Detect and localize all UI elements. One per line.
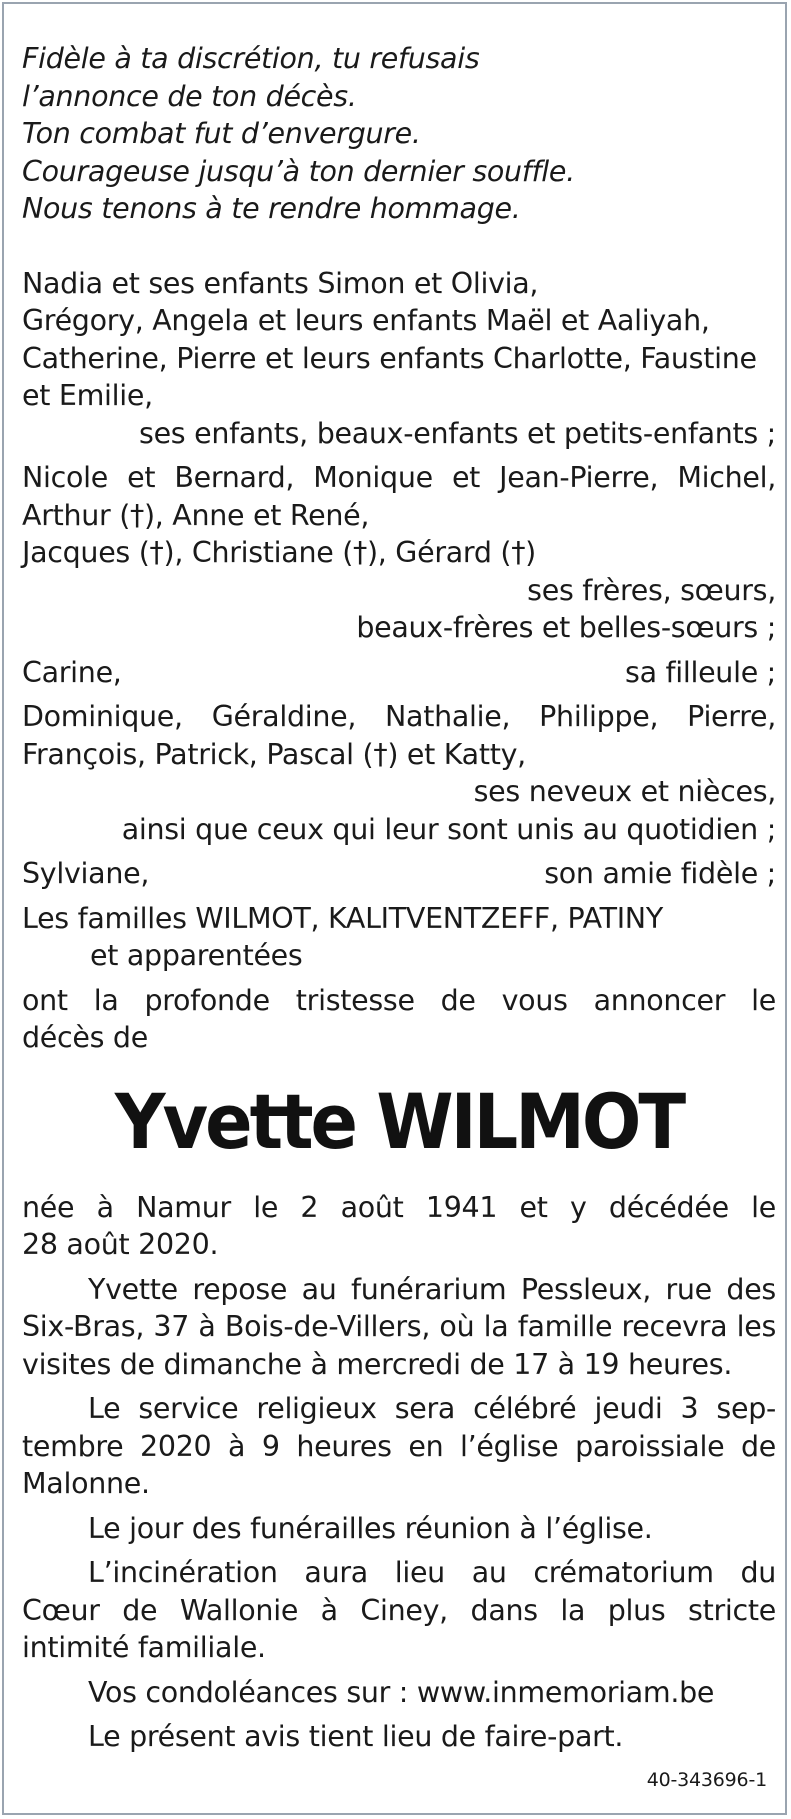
- deceased-name: Yvette WILMOT: [114, 1077, 684, 1166]
- rest-line: Yvette repose au funérarium Pessleux, rue des: [88, 1272, 776, 1306]
- spacer: [22, 1503, 776, 1510]
- family-role: beaux-frères et belles-sœurs ;: [356, 611, 776, 644]
- spacer: [22, 452, 776, 459]
- family-line: Grégory, Angela et leurs enfants Maël et Aaliyah,: [22, 304, 710, 337]
- family-role: ses neveux et nièces,: [473, 775, 776, 808]
- siblings-block: [22, 459, 776, 647]
- poem: [22, 40, 776, 228]
- poem-line: l’annonce de ton décès.: [22, 79, 357, 113]
- cremation-line: Cœur de Wallonie à Ciney, dans la plus stricte: [22, 1593, 776, 1627]
- announcement-line: décès de: [22, 1021, 148, 1054]
- obituary-frame: [2, 2, 787, 1815]
- service-block: [22, 1390, 776, 1503]
- spacer: [22, 691, 776, 698]
- birth-block: [22, 1189, 776, 1264]
- goddaughter-role: sa filleule ;: [625, 655, 776, 689]
- rest-line: Six-Bras, 37 à Bois-de-Villers, où la famille recevra les: [22, 1310, 776, 1343]
- notice-line: Le présent avis tient lieu de faire-part.: [88, 1720, 624, 1753]
- families-block: [22, 900, 776, 975]
- poem-line: Fidèle à ta discrétion, tu refusais: [22, 42, 480, 75]
- reference-number: 40-343696-1: [646, 1769, 767, 1791]
- service-line: Le service religieux sera célébré jeudi 3 sep-: [88, 1392, 776, 1425]
- friend-role: son amie fidèle ;: [544, 857, 776, 890]
- birth-line: 28 août 2020.: [22, 1228, 219, 1261]
- families-related: et apparentées: [90, 939, 303, 972]
- spacer: [22, 893, 776, 900]
- family-line: Dominique, Géraldine, Nathalie, Philippe, Pierre,: [22, 700, 776, 733]
- family-line: Catherine, Pierre et leurs enfants Charlotte, Faustine: [22, 341, 757, 375]
- family-line: Arthur (†), Anne et René,: [22, 498, 370, 532]
- family-line: Nadia et ses enfants Simon et Olivia,: [22, 266, 539, 300]
- spacer: [22, 1667, 776, 1674]
- cremation-line: intimité familiale.: [22, 1631, 266, 1664]
- rest-line: visites de dimanche à mercredi de 17 à 19 heures.: [22, 1347, 733, 1381]
- spacer: [22, 647, 776, 654]
- friend-line: [22, 855, 776, 893]
- service-line: Malonne.: [22, 1467, 150, 1500]
- gathering-line: Le jour des funérailles réunion à l’église.: [88, 1511, 653, 1545]
- spacer: [22, 1547, 776, 1554]
- goddaughter-name: Carine,: [22, 655, 122, 689]
- spacer: [22, 975, 776, 982]
- cremation-line: L’incinération aura lieu au crématorium du: [88, 1556, 776, 1589]
- spacer: [22, 1711, 776, 1718]
- families-line: Les familles WILMOT, KALITVENTZEFF, PATINY: [22, 901, 663, 935]
- spacer: [22, 1264, 776, 1271]
- announcement-line: ont la profonde tristesse de vous annoncer le: [22, 983, 776, 1017]
- cremation-block: [22, 1554, 776, 1667]
- family-line: Jacques (†), Christiane (†), Gérard (†): [22, 536, 536, 569]
- poem-line: Courageuse jusqu’à ton dernier souffle.: [22, 154, 575, 188]
- goddaughter-line: [22, 654, 776, 692]
- family-others: ainsi que ceux qui leur sont unis au quotidien ;: [121, 812, 776, 846]
- poem-line: Nous tenons à te rendre hommage.: [22, 192, 521, 225]
- family-line: François, Patrick, Pascal (†) et Katty,: [22, 737, 526, 771]
- family-role: ses enfants, beaux-enfants et petits-enfants ;: [139, 416, 776, 450]
- spacer: [22, 848, 776, 855]
- family-line: et Emilie,: [22, 379, 153, 412]
- spacer: [22, 1383, 776, 1390]
- family-role: ses frères, sœurs,: [527, 573, 776, 607]
- announcement: [22, 982, 776, 1057]
- friend-name: Sylviane,: [22, 857, 150, 890]
- spacer: [22, 228, 776, 265]
- obituary-content: [22, 40, 776, 1756]
- nephews-block: [22, 698, 776, 848]
- birth-line: née à Namur le 2 août 1941 et y décédée le: [22, 1190, 776, 1224]
- rest-block: [22, 1271, 776, 1384]
- service-line: tembre 2020 à 9 heures en l’église paroissiale de: [22, 1429, 776, 1463]
- family-line: Nicole et Bernard, Monique et Jean-Pierre, Michel,: [22, 461, 776, 494]
- condolences-line: Vos condoléances sur : www.inmemoriam.be: [88, 1675, 715, 1709]
- poem-line: Ton combat fut d’envergure.: [22, 117, 421, 150]
- children-block: [22, 265, 776, 453]
